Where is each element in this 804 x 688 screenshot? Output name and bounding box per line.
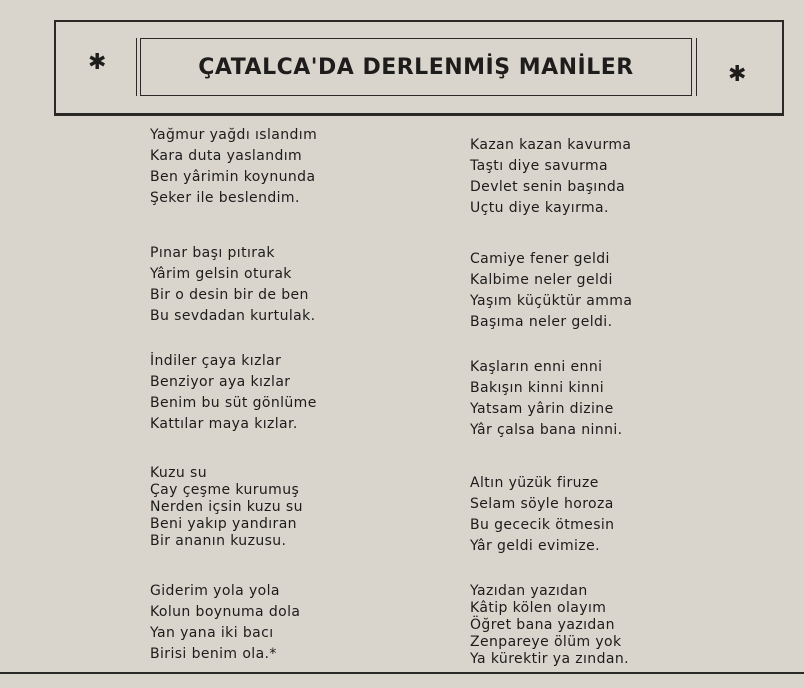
verse-line: Yaşım küçüktür amma (470, 293, 633, 309)
verse-line: İndiler çaya kızlar (150, 353, 282, 369)
verse-line: Yârim gelsin oturak (150, 266, 292, 282)
left-ornament-icon: ✱ (88, 50, 107, 75)
verse-line: Kalbime neler geldi (470, 272, 613, 288)
stanza (150, 243, 315, 327)
verse-line: Başıma neler geldi. (470, 314, 613, 330)
stanza (150, 465, 303, 550)
stanza (470, 357, 623, 441)
right-divider (696, 38, 697, 96)
verse-line: Giderim yola yola (150, 583, 280, 599)
stanza (470, 583, 629, 668)
verse-line: Ya kürektir ya zından. (470, 651, 629, 667)
verse-line: Nerden içsin kuzu su (150, 499, 303, 515)
verse-line: Şeker ile beslendim. (150, 190, 300, 206)
verse-line: Kâtip kölen olayım (470, 600, 607, 616)
verse-line: Kara duta yaslandım (150, 148, 303, 164)
stanza (150, 351, 317, 435)
verse-line: Yatsam yârin dizine (470, 401, 614, 417)
verse-line: Birisi benim ola.* (150, 646, 277, 662)
verse-line: Kolun boynuma dola (150, 604, 301, 620)
verse-line: Altın yüzük firuze (470, 475, 599, 491)
verse-line: Bu sevdadan kurtulak. (150, 308, 316, 324)
verse-line: Benim bu süt gönlüme (150, 395, 317, 411)
verse-line: Yazıdan yazıdan (470, 583, 588, 599)
verse-line: Yağmur yağdı ıslandım (150, 127, 318, 143)
verse-line: Pınar başı pıtırak (150, 245, 275, 261)
verse-line: Beni yakıp yandıran (150, 516, 297, 532)
verse-line: Kuzu su (150, 465, 207, 481)
left-divider (136, 38, 137, 96)
verse-line: Benziyor aya kızlar (150, 374, 291, 390)
stanza (150, 581, 300, 665)
stanza (470, 135, 631, 219)
right-ornament-icon: ✱ (728, 62, 747, 87)
verse-line: Bu gececik ötmesin (470, 517, 615, 533)
stanza (150, 125, 317, 209)
verse-line: Yâr geldi evimize. (470, 538, 600, 554)
verse-line: Zenpareye ölüm yok (470, 634, 622, 650)
verse-line: Yan yana iki bacı (150, 625, 274, 641)
verse-line: Öğret bana yazıdan (470, 617, 615, 633)
verse-line: Bir o desin bir de ben (150, 287, 309, 303)
verse-line: Çay çeşme kurumuş (150, 482, 300, 498)
verse-line: Bakışın kinni kinni (470, 380, 605, 396)
verse-line: Kazan kazan kavurma (470, 137, 632, 153)
verse-line: Ben yârimin koynunda (150, 169, 316, 185)
verse-line: Yâr çalsa bana ninni. (470, 422, 623, 438)
verse-line: Kaşların enni enni (470, 359, 603, 375)
verse-line: Uçtu diye kayırma. (470, 200, 609, 216)
stanza (470, 473, 614, 557)
verse-line: Camiye fener geldi (470, 251, 610, 267)
verse-line: Bir ananın kuzusu. (150, 533, 287, 549)
page-title: ÇATALCA'DA DERLENMİŞ MANİLER (198, 54, 634, 80)
verse-line: Taştı diye savurma (470, 158, 609, 174)
verse-line: Selam söyle horoza (470, 496, 614, 512)
verse-line: Devlet senin başında (470, 179, 626, 195)
title-box (54, 20, 784, 116)
bottom-rule (0, 672, 804, 674)
title-frame (140, 38, 692, 96)
verse-line: Kattılar maya kızlar. (150, 416, 298, 432)
stanza (470, 249, 632, 333)
